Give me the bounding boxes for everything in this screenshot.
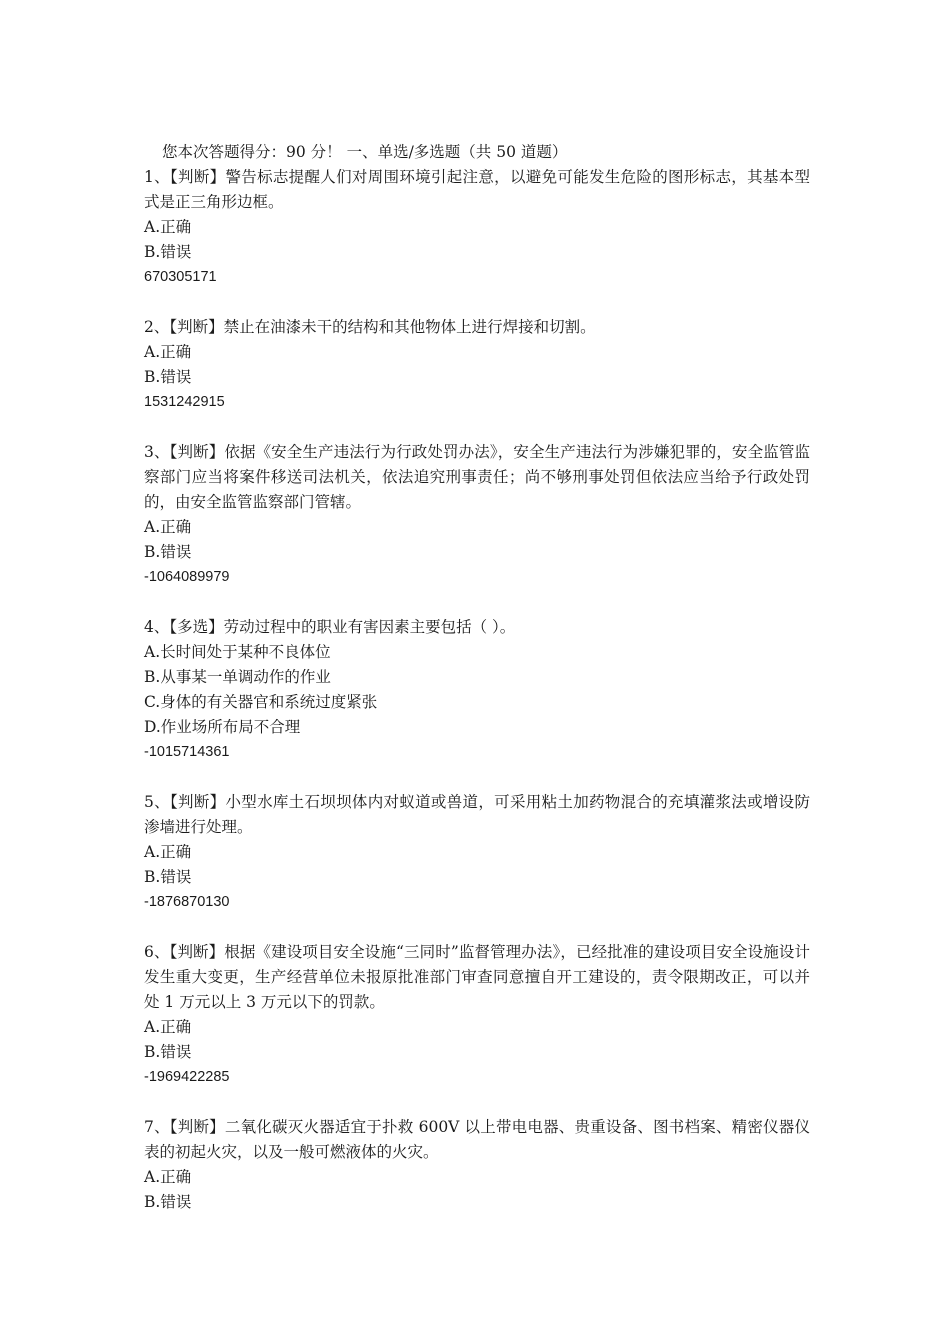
question-id: 670305171 bbox=[144, 269, 217, 285]
document-page bbox=[144, 140, 810, 1215]
option-a: A.正确 bbox=[144, 1168, 192, 1186]
question-text: 7、【判断】二氧化碳灭火器适宜于扑救 600V 以上带电电器、贵重设备、图书档案、精密仪器仪表的初起火灾，以及一般可燃液体的火灾。 bbox=[144, 1118, 810, 1161]
question-5 bbox=[144, 790, 810, 915]
option-b: B.错误 bbox=[144, 1193, 192, 1211]
question-text: 2、【判断】禁止在油漆未干的结构和其他物体上进行焊接和切割。 bbox=[144, 318, 596, 336]
option-d: D.作业场所布局不合理 bbox=[144, 718, 301, 736]
option-a: A.正确 bbox=[144, 218, 192, 236]
option-b: B.错误 bbox=[144, 1043, 192, 1061]
question-1 bbox=[144, 165, 810, 290]
option-a: A.正确 bbox=[144, 1018, 192, 1036]
question-4 bbox=[144, 615, 810, 765]
question-text: 3、【判断】依据《安全生产违法行为行政处罚办法》，安全生产违法行为涉嫌犯罪的，安全监管监察部门应当将案件移送司法机关，依法追究刑事责任；尚不够刑事处罚但依法应当给予行政处罚的，由安全监管监察部门管辖。 bbox=[144, 443, 810, 511]
option-b: B.错误 bbox=[144, 868, 192, 886]
question-id: -1876870130 bbox=[144, 894, 230, 910]
question-id: -1969422285 bbox=[144, 1069, 230, 1085]
option-a: A.长时间处于某种不良体位 bbox=[144, 643, 331, 661]
option-b: B.错误 bbox=[144, 543, 192, 561]
question-3 bbox=[144, 440, 810, 590]
option-a: A.正确 bbox=[144, 843, 192, 861]
question-text: 1、【判断】警告标志提醒人们对周围环境引起注意，以避免可能发生危险的图形标志，其基本型式是正三角形边框。 bbox=[144, 168, 810, 211]
score-header: 您本次答题得分：90 分！ 一、单选/多选题（共 50 道题） bbox=[162, 143, 568, 161]
question-7 bbox=[144, 1115, 810, 1215]
question-text: 4、【多选】劳动过程中的职业有害因素主要包括（ ）。 bbox=[144, 618, 516, 636]
option-c: C.身体的有关器官和系统过度紧张 bbox=[144, 693, 378, 711]
question-6 bbox=[144, 940, 810, 1090]
question-text: 6、【判断】根据《建设项目安全设施“三同时”监督管理办法》，已经批准的建设项目安全设施设计发生重大变更，生产经营单位未报原批准部门审查同意擅自开工建设的，责令限期改正，可以并处 1 万元以上 3 万元以下的罚款。 bbox=[144, 943, 810, 1011]
option-b: B.从事某一单调动作的作业 bbox=[144, 668, 331, 686]
option-a: A.正确 bbox=[144, 343, 192, 361]
question-id: -1015714361 bbox=[144, 744, 230, 760]
option-b: B.错误 bbox=[144, 368, 192, 386]
option-b: B.错误 bbox=[144, 243, 192, 261]
question-text: 5、【判断】小型水库土石坝坝体内对蚁道或兽道，可采用粘土加药物混合的充填灌浆法或增设防渗墙进行处理。 bbox=[144, 793, 810, 836]
option-a: A.正确 bbox=[144, 518, 192, 536]
question-id: -1064089979 bbox=[144, 569, 230, 585]
question-id: 1531242915 bbox=[144, 394, 225, 410]
question-2 bbox=[144, 315, 810, 415]
